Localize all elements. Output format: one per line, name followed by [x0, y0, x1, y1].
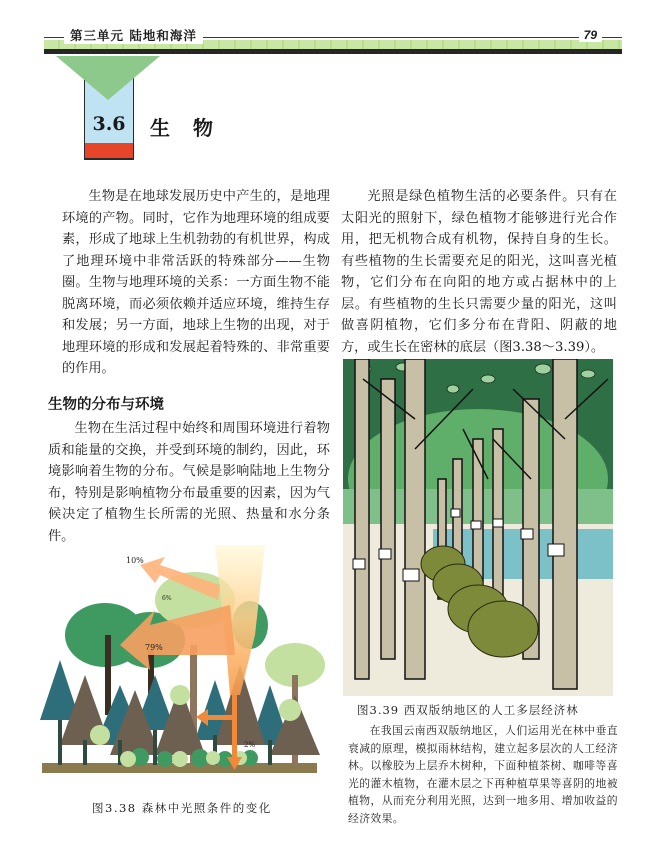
running-header: [44, 28, 622, 56]
figure-forest-light: [40, 545, 330, 795]
unit-title: 第三单元 陆地和海洋: [64, 28, 203, 44]
section-badge-red-bar: [84, 143, 134, 159]
intro-paragraph: 生物是在地球发展历史中产生的，是地理环境的产物。同时，它作为地理环境的组成要素，形成了地球上生机勃勃的有机世界，构成了地理环境中非常活跃的特殊部分——生物圈。生物与地理环境的关系：一方面生物不能脱离环境，而必须依赖并适应环境，维持生存和发展；另一方面，地球上生物的出现，对于地理环境的形成和发展起着特殊的、非常重要的作用。: [62, 189, 330, 376]
header-dark-band: [44, 49, 622, 54]
forest-light-illustration: [40, 545, 330, 795]
distribution-paragraph: 生物在生活过程中始终和周围环境进行着物质和能量的交换，并受到环境的制约，因此，环境影响着生物的分布。气候是影响陆地上生物分布，特别是影响植物分布最重要的因素，因为气候决定了植物生长所需的光照、热量和水分条件。: [48, 421, 330, 544]
label-ground-percent: 2%: [244, 741, 256, 749]
label-mid-layer-percent: 6%: [162, 595, 172, 602]
figure-3-38-caption: 图3.38 森林中光照条件的变化: [92, 801, 272, 815]
section-number: 3.6: [92, 113, 126, 135]
figure-rubber-plantation: [343, 359, 613, 696]
section-title: 生 物: [150, 116, 221, 140]
figure-3-39-note: 在我国云南西双版纳地区，人们运用光在林中垂直衰减的原理，模拟雨林结构，建立起多层次的人工经济林。以橡胶为上层乔木树种，下面种植茶树、咖啡等喜光的灌木植物，在灌木层之下再种植草果等喜阴的地被植物，从而充分利用光照，达到一地多用、增加收益的经济效果。: [348, 724, 618, 825]
page-number: 79: [579, 28, 602, 42]
light-paragraph: 光照是绿色植物生活的必要条件。只有在太阳光的照射下，绿色植物才能够进行光合作用，把无机物合成有机物，保持自身的生长。有些植物的生长需要充足的阳光，这叫喜光植物，它们分布在向阳的地方或占据林中的上层。有些植物的生长只需要少量的阳光，这叫做喜阴植物，它们多分布在背阳、阴蔽的地方，或生长在密林的底层（图3.38～3.39）。: [341, 189, 617, 355]
rubber-plantation-illustration: [343, 359, 613, 696]
label-canopy-percent: 79%: [145, 643, 163, 652]
section-badge-triangle: [56, 56, 160, 100]
figure-3-39-caption: 图3.39 西双版纳地区的人工多层经济林: [357, 703, 579, 717]
label-reflected-percent: 10%: [126, 556, 144, 565]
subheading: 生物的分布与环境: [48, 397, 164, 413]
